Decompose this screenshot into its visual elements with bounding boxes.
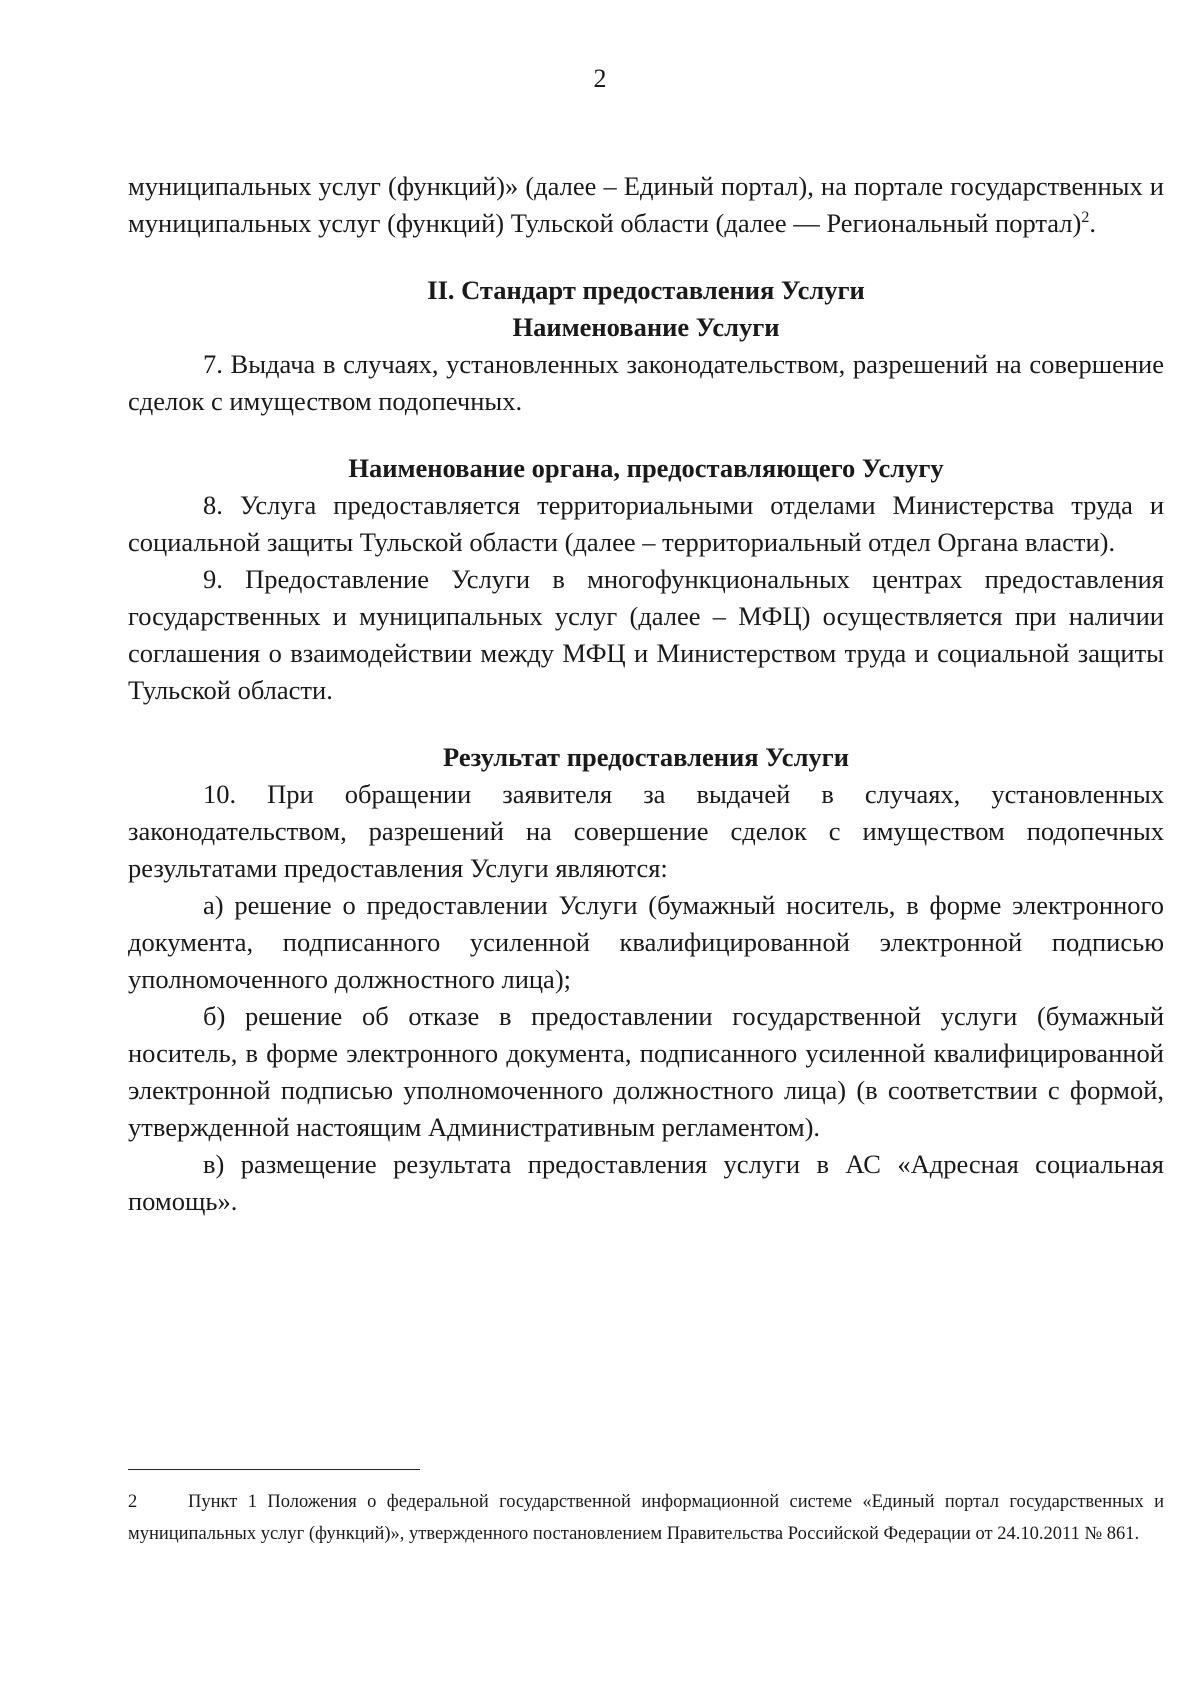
list-item-c: в) размещение результата предоставления услуги в АС «Адресная социальная помощь». — [128, 1149, 1164, 1216]
footnote-separator — [128, 1469, 420, 1470]
paragraph-9: 9. Предоставление Услуги в многофункциональных центрах предоставления государственных и муниципальных услуг (далее – МФЦ) осуществляется при наличии соглашения о взаимодействии между МФЦ и Министерством труда и социальной защиты Тульской области. — [128, 564, 1164, 705]
intro-text: муниципальных услуг (функций)» (далее – Единый портал), на портале государственных и муниципальных услуг (функций) Тульской области (далее — Региональный портал) — [128, 171, 1164, 238]
intro-paragraph — [128, 168, 1164, 242]
footnote-reference: 2 — [1081, 209, 1090, 227]
page-number: 2 — [593, 64, 607, 93]
paragraph-8: 8. Услуга предоставляется территориальными отделами Министерства труда и социальной защиты Тульской области (далее – территориальный отдел Органа власти). — [128, 490, 1164, 557]
heading-result: Результат предоставления Услуги — [443, 742, 849, 772]
heading-service-name: Наименование Услуги — [512, 312, 780, 342]
paragraph-10: 10. При обращении заявителя за выдачей в случаях, установленных законодательством, разрешений на совершение сделок с имуществом подопечных результатами предоставления Услуги являются: — [128, 779, 1164, 883]
footnote-marker: 2 — [128, 1492, 138, 1512]
footnote-text: Пункт 1 Положения о федеральной государственной информационной системе «Единый портал государственных и муниципальных услуг (функций)», утвержденного постановлением Правительства Российской Федерации от 24.10.2011 № 861. — [128, 1492, 1164, 1544]
section-title: II. Стандарт предоставления Услуги — [427, 275, 865, 305]
paragraph-7: 7. Выдача в случаях, установленных законодательством, разрешений на совершение сделок с имуществом подопечных. — [128, 349, 1164, 416]
intro-end: . — [1089, 208, 1096, 238]
document-body — [128, 168, 1164, 1220]
heading-organ: Наименование органа, предоставляющего Услугу — [348, 453, 944, 483]
list-item-b: б) решение об отказе в предоставлении государственной услуги (бумажный носитель, в форме электронного документа, подписанного усиленной квалифицированной электронной подписью уполномоченного должностного лица) (в соответствии с формой, утвержденной настоящим Административным регламентом). — [128, 1001, 1164, 1142]
footnote — [128, 1486, 1164, 1550]
list-item-a: а) решение о предоставлении Услуги (бумажный носитель, в форме электронного документа, подписанного усиленной квалифицированной электронной подписью уполномоченного должностного лица); — [128, 890, 1164, 994]
